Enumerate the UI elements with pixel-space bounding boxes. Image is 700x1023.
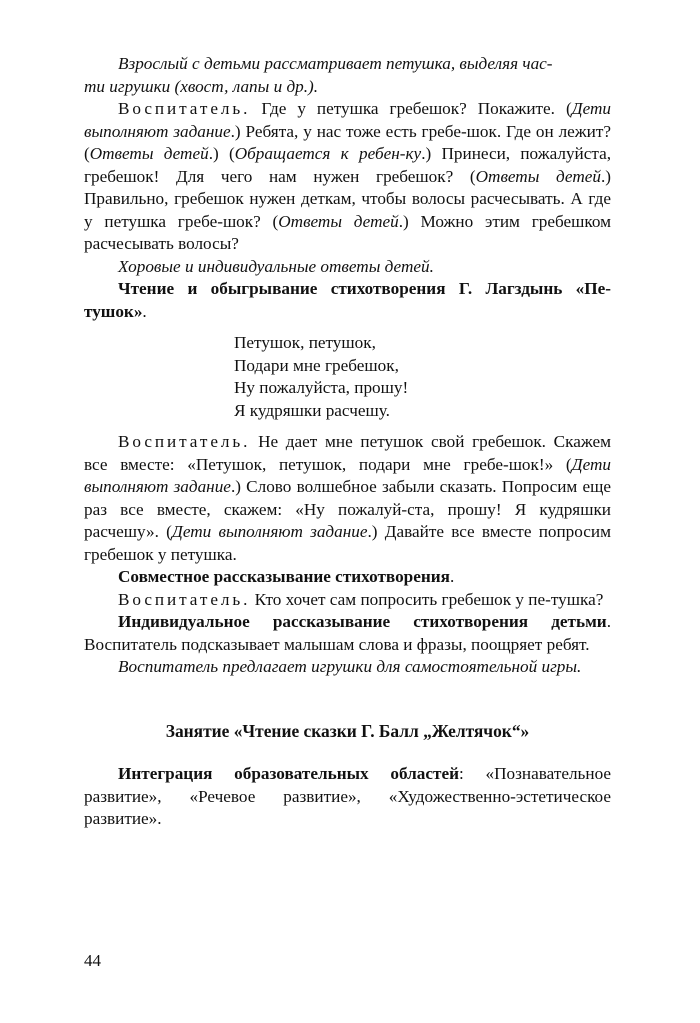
poem-line: Петушок, петушок, — [234, 333, 376, 352]
bold-run: Чтение и обыгрывание стихотворения Г. Лагздынь «Пе-тушок» — [84, 279, 611, 321]
paragraph-answers — [84, 256, 611, 279]
stage-direction: Хоровые и индивидуальные ответы детей. — [118, 256, 434, 276]
bold-run: Интеграция образовательных областей — [118, 764, 459, 783]
intro-line-2: ти игрушки (хвост, лапы и др.). — [84, 76, 319, 96]
section-heading: Занятие «Чтение сказки Г. Балл „Желтячок“» — [165, 720, 530, 741]
paragraph-reading-heading — [84, 278, 611, 323]
text-segment: . Воспитатель подсказывает малышам слова и фразы, поощряет ребят. — [84, 612, 611, 654]
page-body — [84, 53, 611, 831]
text-segment: .) Слово волшебное забыли сказать. Попросим еще раз все вместе, скажем: «Ну пожалуй-ста, прошу! Я кудряшки расчешу». ( — [84, 477, 611, 541]
text-segment: Где у петушка гребешок? Покажите. ( — [261, 99, 572, 118]
stage-direction: Ответы детей — [278, 211, 399, 231]
stage-direction: Дети выполняют задание — [84, 454, 611, 496]
text-segment: .) Принеси, пожалуйста, гребешок! Для чего нам нужен гребешок? ( — [84, 144, 612, 186]
paragraph-teacher-3 — [84, 589, 611, 612]
text-segment: : «Познавательное развитие», «Речевое развитие», «Художественно-эстетическое развитие». — [84, 764, 612, 828]
poem — [234, 332, 611, 422]
stage-direction: Воспитатель предлагает игрушки для самостоятельной игры. — [118, 657, 582, 676]
text-segment: Не дает мне петушок свой гребешок. Скажем все вместе: «Петушок, петушок, подари мне гребе-шок!» ( — [84, 432, 612, 474]
text-segment: .) Можно этим гребешком расчесывать волосы? — [84, 211, 611, 253]
page-number: 44 — [84, 951, 101, 970]
stage-direction: Обращается к ребен-ку — [234, 144, 422, 163]
paragraph-intro — [84, 53, 611, 98]
text-segment: . — [142, 301, 147, 321]
paragraph-toys — [84, 656, 611, 679]
bold-run: Индивидуальное рассказывание стихотворения детьми — [118, 612, 607, 631]
poem-line: Подари мне гребешок, — [234, 355, 399, 375]
text-segment: . — [449, 567, 455, 586]
paragraph-individual-telling — [84, 611, 611, 656]
speaker-label: Воспитатель. — [118, 432, 251, 451]
text-segment: Кто хочет сам попросить гребешок у пе-тушка? — [254, 589, 604, 609]
text-segment: .) ( — [208, 144, 235, 163]
paragraph-joint-telling — [84, 566, 611, 589]
stage-direction: Дети выполняют задание — [171, 522, 368, 541]
stage-direction: Дети выполняют задание — [84, 99, 612, 141]
stage-direction: Ответы детей — [475, 166, 601, 186]
paragraph-integration — [84, 763, 611, 831]
text-segment: .) Ребята, у нас тоже есть гребе-шок. Где он лежит? ( — [84, 121, 611, 163]
poem-line: Ну пожалуйста, прошу! — [234, 378, 409, 397]
paragraph-teacher-1 — [84, 98, 611, 256]
stage-direction: Ответы детей — [89, 144, 209, 163]
bold-run: Совместное рассказывание стихотворения — [118, 567, 450, 586]
text-segment: .) Давайте все вместе попросим гребешок у петушка. — [84, 522, 611, 564]
speaker-label: Воспитатель. — [118, 589, 251, 609]
poem-line: Я кудряшки расчешу. — [234, 400, 390, 420]
text-segment: .) Правильно, гребешок нужен деткам, чтобы волосы расчесывать. А где у петушка гребе-шок? ( — [84, 166, 611, 231]
paragraph-teacher-2 — [84, 431, 611, 566]
intro-line-1: Взрослый с детьми рассматривает петушка, выделяя час- — [118, 54, 553, 73]
speaker-label: Воспитатель. — [118, 99, 251, 118]
